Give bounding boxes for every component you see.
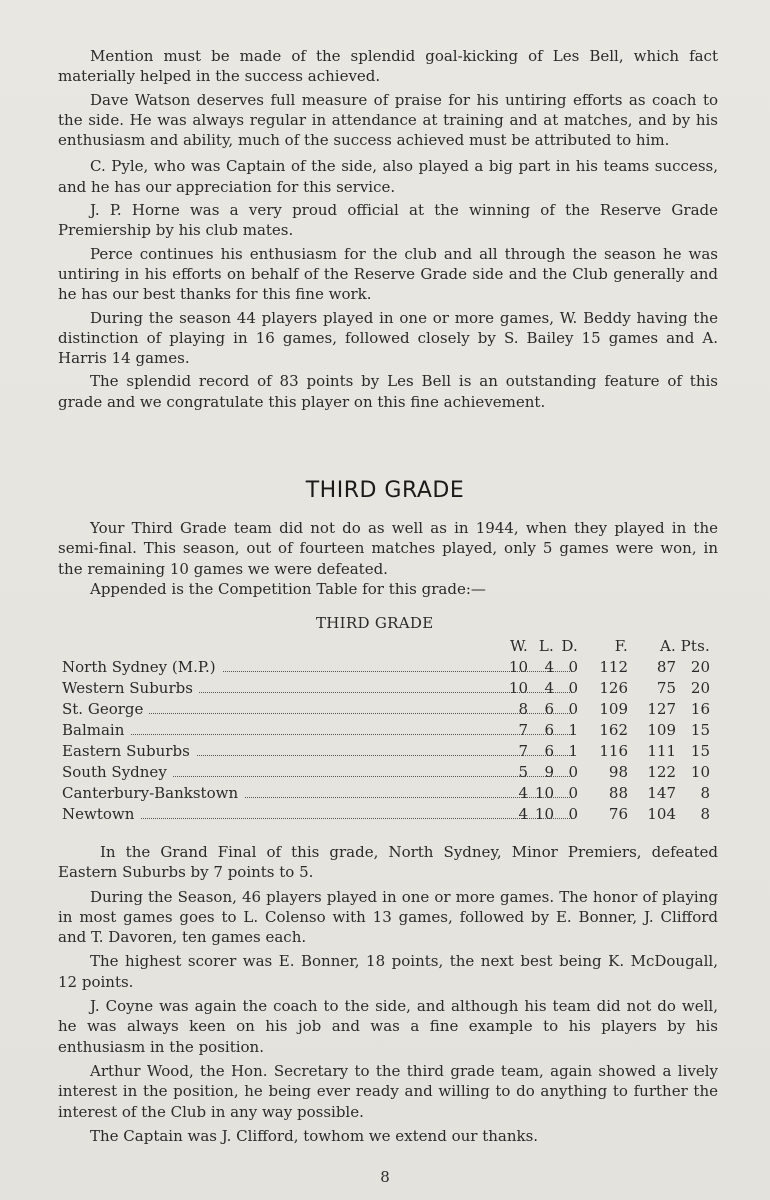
cell-f: 162 [599, 721, 628, 739]
table-row [62, 762, 722, 783]
cell-pts: 20 [690, 658, 710, 676]
team-name: Newtown [62, 804, 140, 825]
table-row [62, 678, 722, 699]
column-header-d: D. [561, 637, 578, 655]
cell-d: 0 [568, 805, 578, 823]
cell-w: 10 [508, 679, 528, 697]
competition-table [62, 636, 722, 825]
paragraph: The Captain was J. Clifford, towhom we extend our thanks. [90, 1126, 539, 1145]
cell-l: 6 [544, 721, 554, 739]
cell-a: 75 [656, 679, 676, 697]
team-name: Canterbury-Bankstown [62, 783, 244, 804]
cell-w: 8 [518, 700, 528, 718]
table-row [62, 783, 722, 804]
table-row [62, 720, 722, 741]
cell-l: 10 [534, 784, 554, 802]
cell-d: 0 [568, 679, 578, 697]
paragraph: J. P. Horne was a very proud official at the winning of the Reserve Grade Premiership by his club mates. [58, 201, 718, 240]
cell-a: 147 [647, 784, 676, 802]
section-heading: THIRD GRADE [305, 478, 465, 503]
cell-f: 116 [599, 742, 628, 760]
cell-pts: 10 [690, 763, 710, 781]
cell-l: 10 [534, 805, 554, 823]
team-name: St. George [62, 699, 149, 720]
column-header-pts: Pts. [680, 637, 710, 655]
cell-d: 0 [568, 658, 578, 676]
cell-l: 6 [544, 742, 554, 760]
table-row [62, 657, 722, 678]
cell-a: 104 [647, 805, 676, 823]
cell-l: 4 [544, 658, 554, 676]
cell-f: 109 [599, 700, 628, 718]
cell-pts: 8 [700, 805, 710, 823]
paragraph: Mention must be made of the splendid goal-kicking of Les Bell, which fact materially helped in the success achieved. [58, 47, 718, 86]
cell-a: 127 [647, 700, 676, 718]
cell-w: 4 [518, 784, 528, 802]
cell-f: 88 [608, 784, 628, 802]
table-header [62, 636, 722, 657]
column-header-f: F. [614, 637, 628, 655]
column-header-w: W. [510, 637, 528, 655]
cell-w: 10 [508, 658, 528, 676]
column-header-a: A. [659, 637, 676, 655]
cell-w: 5 [518, 763, 528, 781]
cell-l: 6 [544, 700, 554, 718]
cell-l: 9 [544, 763, 554, 781]
cell-w: 4 [518, 805, 528, 823]
paragraph: Appended is the Competition Table for this grade:— [90, 579, 486, 598]
cell-pts: 8 [700, 784, 710, 802]
cell-w: 7 [518, 742, 528, 760]
cell-f: 76 [608, 805, 628, 823]
cell-a: 87 [656, 658, 676, 676]
cell-d: 1 [568, 721, 578, 739]
team-name: South Sydney [62, 762, 173, 783]
cell-pts: 15 [690, 721, 710, 739]
cell-d: 0 [568, 763, 578, 781]
cell-f: 126 [599, 679, 628, 697]
third-grade-summary [58, 842, 718, 1150]
cell-f: 98 [608, 763, 628, 781]
cell-d: 0 [568, 784, 578, 802]
cell-a: 111 [647, 742, 676, 760]
paragraph: C. Pyle, who was Captain of the side, also played a big part in his teams success, and he has our appreciation for this service. [58, 157, 718, 196]
paragraph: Perce continues his enthusiasm for the club and all through the season he was untiring in his efforts on behalf of the Reserve Grade side and the Club generally and he has our best thanks for this fine work. [58, 244, 718, 304]
cell-f: 112 [599, 658, 628, 676]
paragraph: In the Grand Final of this grade, North Sydney, Minor Premiers, defeated Eastern Suburbs by 7 points to 5. [58, 843, 718, 882]
paragraph: Your Third Grade team did not do as well as in 1944, when they played in the semi-final. This season, out of fourteen matches played, only 5 games were won, in the remaining 10 games we were defeated. [58, 519, 718, 578]
paragraph: During the Season, 46 players played in one or more games. The honor of playing in most games goes to L. Colenso with 13 games, followed by E. Bonner, J. Clifford and T. Davoren, ten games each. [58, 887, 718, 947]
cell-pts: 16 [690, 700, 710, 718]
reserve-grade-notes [58, 46, 718, 415]
cell-pts: 15 [690, 742, 710, 760]
team-name: North Sydney (M.P.) [62, 657, 222, 678]
team-name: Western Suburbs [62, 678, 199, 699]
table-title: THIRD GRADE [316, 614, 434, 632]
cell-d: 0 [568, 700, 578, 718]
cell-w: 7 [518, 721, 528, 739]
cell-l: 4 [544, 679, 554, 697]
paragraph: Dave Watson deserves full measure of praise for his untiring efforts as coach to the side. He was always regular in attendance at training and at matches, and by his enthusiasm and ability, much of the success achieved must be attributed to him. [58, 90, 718, 150]
cell-pts: 20 [690, 679, 710, 697]
team-name: Eastern Suburbs [62, 741, 196, 762]
table-row [62, 741, 722, 762]
page-number: 8 [380, 1168, 390, 1186]
paragraph: The highest scorer was E. Bonner, 18 points, the next best being K. McDougall, 12 points. [58, 952, 718, 991]
table-row [62, 699, 722, 720]
table-row [62, 804, 722, 825]
third-grade-intro [58, 518, 718, 599]
team-name: Balmain [62, 720, 130, 741]
paragraph: Arthur Wood, the Hon. Secretary to the third grade team, again showed a lively interest in the position, he being ever ready and willing to do anything to further the interest of the Club in any way possible. [58, 1061, 718, 1121]
paragraph: J. Coyne was again the coach to the side, and although his team did not do well, he was always keen on his job and was a fine example to his players by his enthusiasm in the position. [58, 997, 718, 1056]
cell-a: 109 [647, 721, 676, 739]
column-header-l: L. [538, 637, 554, 655]
paragraph: During the season 44 players played in one or more games, W. Beddy having the distinction of playing in 16 games, followed closely by S. Bailey 15 games and A. Harris 14 games. [58, 308, 718, 368]
paragraph: The splendid record of 83 points by Les Bell is an outstanding feature of this grade and we congratulate this player on this fine achievement. [58, 372, 718, 411]
cell-d: 1 [568, 742, 578, 760]
cell-a: 122 [647, 763, 676, 781]
